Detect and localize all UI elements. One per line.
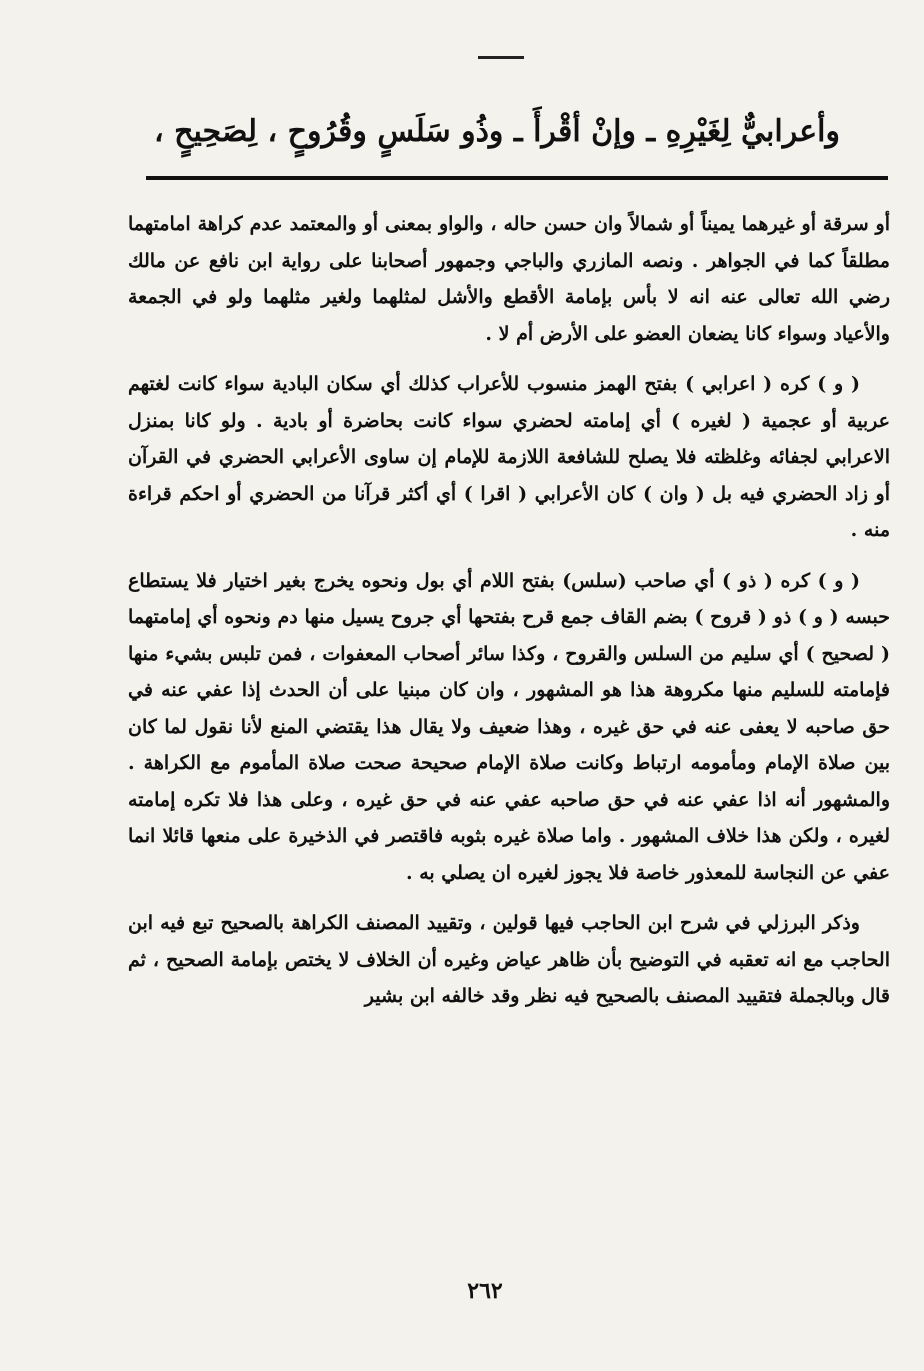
- header-divider-rule: [146, 176, 888, 180]
- paragraph-2: ( و ) كره ( اعرابي ) بفتح الهمز منسوب للأعراب كذلك أي سكان البادية سواء كانت لغتهم عربية أو عجمية ( لغيره ) أي إمامته لحضري سواء كانت بحاضرة أو بادية . ولو كانا بمنزل الاعرابي لجفائه وغلظته فلا يصلح للشافعة اللازمة للإمام إن ساوى الأعرابي الحضري في القرآن أو زاد الحضري فيه بل ( وان ) كان الأعرابي ( اقرا ) أي أكثر قرآنا من الحضري أو احكم قراءة منه .: [128, 373, 891, 541]
- page-number: ٢٦٢: [467, 1278, 503, 1304]
- paragraph-4: وذكر البرزلي في شرح ابن الحاجب فيها قولين ، وتقييد المصنف الكراهة بالصحيح تبع فيه ابن الحاجب مع انه تعقبه في التوضيح بأن ظاهر عياض وغيره أن الخلاف لا يختص بإمامة الصحيح ، ثم قال وبالجملة فتقييد المصنف بالصحيح فيه نظر وقد خالفه ابن بشير: [128, 912, 890, 1007]
- paragraph-3: ( و ) كره ( ذو ) أي صاحب (سلس) بفتح اللام أي بول ونحوه يخرج بغير اختيار فلا يستطاع حبسه ( و ) ذو ( قروح ) بضم القاف جمع قرح بفتحها أي جروح يسيل منها دم ونحوه أي إمامتهما ( لصحيح ) أي سليم من السلس والقروح ، وكذا سائر أصحاب المعفوات ، فمن تلبس بشيء منها فإمامته للسليم منها مكروهة هذا هو المشهور ، وان كان مبنيا على أن الحدث إذا عفي عنه في حق صاحبه لا يعفى عنه في حق غيره ، وهذا ضعيف ولا يقال هذا يقتضي المنع لأنا نقول لما كان بين صلاة الإمام ومأمومه ارتباط وكانت صلاة الإمام صحيحة صحت صلاة المأموم مع الكراهة . والمشهور أنه اذا عفي عنه في حق صاحبه عفي عنه في حق غيره ، وعلى هذا فلا تكره إمامته لغيره ، ولكن هذا خلاف المشهور . واما صلاة غيره بثوبه فاقتصر في الذخيرة على منعها قائلا انما عفي عن النجاسة للمعذور خاصة فلا يجوز لغيره ان يصلي به .: [128, 569, 890, 884]
- paragraph-1: أو سرقة أو غيرهما يميناً أو شمالاً وان حسن حاله ، والواو بمعنى أو والمعتمد عدم كراهة امامتهما مطلقاً كما في الجواهر . ونصه المازري والباجي وجمهور أصحابنا على رواية ابن نافع عن مالك رضي الله تعالى عنه انه لا بأس بإمامة الأقطع والأشل لمثلهما ولغير مثلهما ولو في الجمعة والأعياد وسواء كانا يضعان العضو على الأرض أم لا .: [128, 213, 890, 345]
- top-ornament-line: [478, 56, 524, 59]
- matn-text-line: وأعرابيٌّ لِغَيْرِهِ ـ وإنْ أقْرأَ ـ وذُو سَلَسٍ وقُرُوحٍ ، لِصَحِيحٍ ،: [154, 114, 840, 149]
- commentary-body: [128, 206, 890, 1015]
